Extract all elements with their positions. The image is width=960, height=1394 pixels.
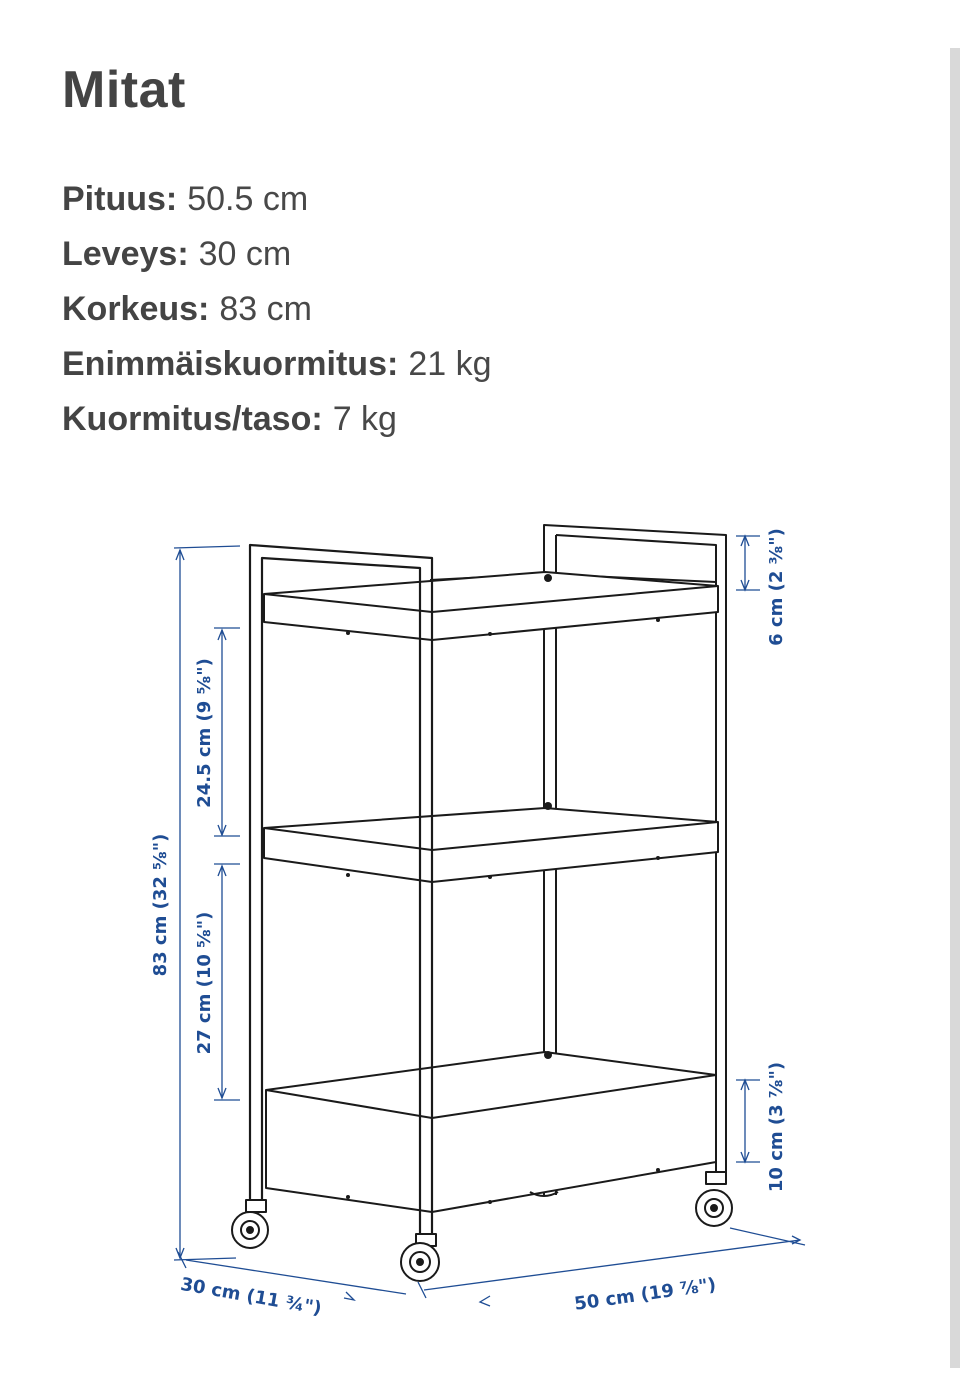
trolley-dimension-diagram	[0, 480, 960, 1360]
dim-length-label: 50 cm (19 ⅞")	[573, 1274, 718, 1315]
dim-handle-label: 6 cm (2 ⅜")	[766, 528, 787, 646]
spec-max-load	[62, 337, 492, 392]
spec-width	[62, 227, 492, 282]
caster-back-right	[696, 1172, 732, 1226]
trolley-drawing	[232, 525, 732, 1281]
spec-value: 30 cm	[198, 235, 292, 273]
dim-total-height-label: 83 cm (32 ⅝")	[150, 833, 171, 977]
spec-label: Enimmäiskuormitus:	[62, 345, 399, 383]
bottom-shelf	[266, 1052, 716, 1212]
spec-label: Korkeus:	[62, 290, 210, 328]
dim-lower-gap-label: 27 cm (10 ⅝")	[194, 911, 215, 1055]
dim-upper-gap-label: 24.5 cm (9 ⅝")	[194, 658, 215, 808]
spec-label: Kuormitus/taso:	[62, 400, 323, 438]
spec-value: 7 kg	[332, 400, 397, 438]
dim-width-label: 30 cm (11 ¾")	[178, 1273, 324, 1320]
dimension-specs	[62, 172, 492, 447]
spec-value: 50.5 cm	[187, 180, 309, 218]
spec-load-per-shelf	[62, 392, 492, 447]
page-title: Mitat	[62, 61, 186, 119]
spec-value: 21 kg	[408, 345, 492, 383]
spec-height	[62, 282, 492, 337]
dim-bottom-shelf-label: 10 cm (3 ⅞")	[766, 1061, 787, 1193]
caster-front-right	[401, 1234, 439, 1281]
spec-label: Leveys:	[62, 235, 189, 273]
spec-length	[62, 172, 492, 227]
caster-front-left	[232, 1200, 268, 1248]
spec-value: 83 cm	[219, 290, 312, 328]
spec-label: Pituus:	[62, 180, 178, 218]
